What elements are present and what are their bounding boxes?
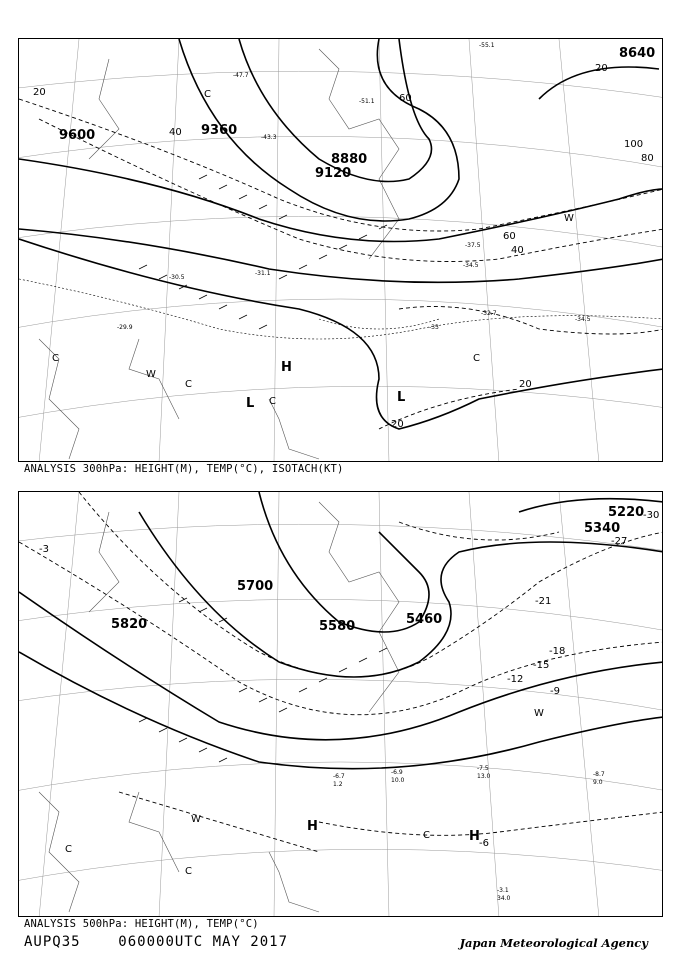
height-label: 5700 <box>237 579 274 594</box>
temp-label: -30 <box>643 510 660 521</box>
pressure-center: W <box>534 708 544 719</box>
temp-label: -27 <box>611 536 628 547</box>
pressure-center: C <box>185 379 192 390</box>
pressure-center: C <box>473 353 480 364</box>
height-label: 9120 <box>315 166 352 181</box>
caption-300hpa: ANALYSIS 300hPa: HEIGHT(M), TEMP(°C), ISOTACH(KT) <box>24 463 344 475</box>
temp-label: -9 <box>550 686 560 697</box>
height-label: 5580 <box>319 619 356 634</box>
coastline <box>39 49 399 459</box>
pressure-center: H <box>281 360 292 375</box>
temp-label: -43.3 <box>261 134 277 141</box>
temp-label: -3 <box>39 544 49 555</box>
temp-label: -29.9 <box>117 324 133 331</box>
temp-label: -31.1 <box>255 270 271 277</box>
pressure-center: C <box>269 396 276 407</box>
temp-label: -15 <box>533 660 550 671</box>
isotach-label: 40 <box>169 127 182 138</box>
isotach-label: 60 <box>399 93 412 104</box>
temp-label: -12 <box>507 674 524 685</box>
pressure-center: H <box>469 829 480 844</box>
pressure-center: W <box>146 369 156 380</box>
isotach-label: 60 <box>503 231 516 242</box>
station-value: 1.2 <box>333 781 343 788</box>
height-label: 5460 <box>406 612 443 627</box>
coastline <box>39 502 399 912</box>
temp-label: -32.7 <box>481 310 497 317</box>
temp-label: -34.5 <box>575 316 591 323</box>
station-value: 10.0 <box>391 777 405 784</box>
bulletin-time: 060000UTC MAY 2017 <box>118 934 289 950</box>
bulletin-code: AUPQ35 <box>24 934 81 950</box>
height-label: 5220 <box>608 505 645 520</box>
isotherms <box>19 279 663 339</box>
station-value: 13.0 <box>477 773 491 780</box>
height-label: 8640 <box>619 46 656 61</box>
isotach-label: 80 <box>641 153 654 164</box>
temp-label: -37.5 <box>465 242 481 249</box>
height-label: 5340 <box>584 521 621 536</box>
isotach-label: 20 <box>519 379 532 390</box>
height-contours <box>19 39 663 429</box>
height-label: 9600 <box>59 128 96 143</box>
isotherms <box>19 492 663 852</box>
temp-label: -34.5 <box>463 262 479 269</box>
pressure-center: C <box>204 89 211 100</box>
isotachs <box>19 99 663 429</box>
pressure-center: C <box>65 844 72 855</box>
station-value: -7.5 <box>477 765 489 772</box>
height-label: 8880 <box>331 152 368 167</box>
temp-label: -18 <box>549 646 566 657</box>
isotach-label: 40 <box>511 245 524 256</box>
station-value: -6.9 <box>391 769 403 776</box>
isotach-label: 20 <box>595 63 608 74</box>
graticule <box>19 39 663 462</box>
temp-label: -51.1 <box>359 98 375 105</box>
temp-label: -33 <box>429 324 439 331</box>
station-value: -6.7 <box>333 773 345 780</box>
isotach-label: 20 <box>391 419 404 430</box>
pressure-center: C <box>52 353 59 364</box>
agency-name: Japan Meteorological Agency <box>459 936 648 950</box>
temp-label: -30.5 <box>169 274 185 281</box>
pressure-center: W <box>564 213 574 224</box>
pressure-center: W <box>191 814 201 825</box>
pressure-center: H <box>307 819 318 834</box>
isotach-label: 20 <box>33 87 46 98</box>
bulletin-header <box>24 934 288 950</box>
map-500hpa <box>18 491 663 917</box>
pressure-center: L <box>397 390 406 405</box>
height-label: 9360 <box>201 123 238 138</box>
height-label: 5820 <box>111 617 148 632</box>
chart-300hpa <box>19 39 663 462</box>
caption-500hpa: ANALYSIS 500hPa: HEIGHT(M), TEMP(°C) <box>24 918 259 930</box>
station-value: 34.0 <box>497 895 511 902</box>
station-value: -3.1 <box>497 887 509 894</box>
temp-label: -21 <box>535 596 552 607</box>
isotach-label: 100 <box>624 139 644 150</box>
pressure-center: C <box>185 866 192 877</box>
station-value: -8.7 <box>593 771 605 778</box>
pressure-center: L <box>246 396 255 411</box>
pressure-center: C <box>423 830 430 841</box>
temp-label: -6 <box>479 838 489 849</box>
graticule <box>19 492 663 917</box>
temp-label: -47.7 <box>233 72 249 79</box>
temp-label: -55.1 <box>479 42 495 49</box>
map-300hpa <box>18 38 663 462</box>
station-value: 9.0 <box>593 779 603 786</box>
chart-500hpa <box>19 492 663 917</box>
